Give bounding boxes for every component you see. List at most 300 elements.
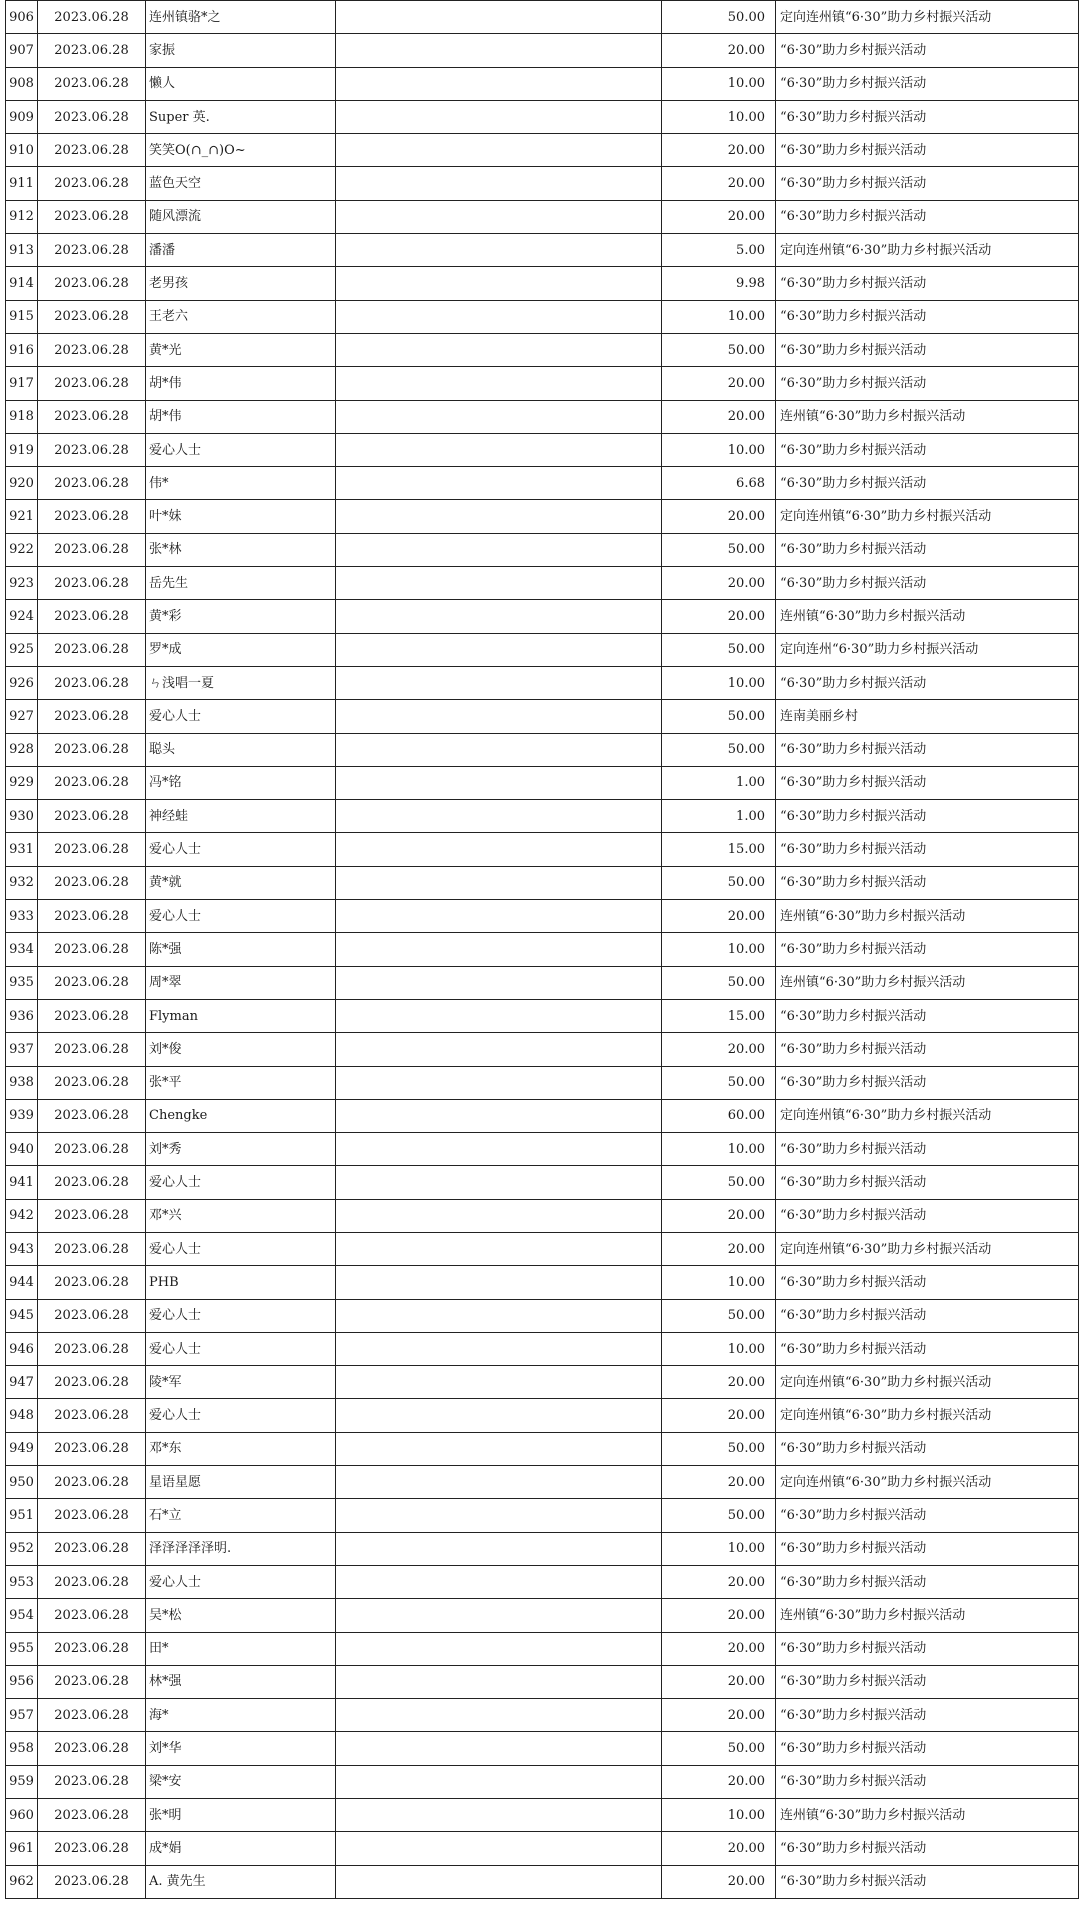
donation-purpose: “6·30”助力乡村振兴活动 xyxy=(776,533,1079,566)
table-row xyxy=(6,333,1079,366)
donor-name: 陵*军 xyxy=(146,1366,336,1399)
donor-name: 胡*伟 xyxy=(146,400,336,433)
donor-name: 聪头 xyxy=(146,733,336,766)
donation-amount: 20.00 xyxy=(662,1599,776,1632)
table-row xyxy=(6,1532,1079,1565)
donor-name: 张*明 xyxy=(146,1799,336,1832)
donation-date: 2023.06.28 xyxy=(38,1166,146,1199)
row-number: 921 xyxy=(6,500,38,533)
blank-cell xyxy=(336,600,662,633)
donor-name: 爱心人士 xyxy=(146,1399,336,1432)
row-number: 943 xyxy=(6,1232,38,1265)
donation-purpose: “6·30”助力乡村振兴活动 xyxy=(776,800,1079,833)
donation-date: 2023.06.28 xyxy=(38,1366,146,1399)
donation-amount: 20.00 xyxy=(662,1466,776,1499)
donation-purpose: “6·30”助力乡村振兴活动 xyxy=(776,1699,1079,1732)
blank-cell xyxy=(336,1432,662,1465)
blank-cell xyxy=(336,134,662,167)
donation-amount: 10.00 xyxy=(662,666,776,699)
table-row xyxy=(6,633,1079,666)
donation-purpose: “6·30”助力乡村振兴活动 xyxy=(776,1832,1079,1865)
donation-amount: 20.00 xyxy=(662,1033,776,1066)
donation-date: 2023.06.28 xyxy=(38,1865,146,1898)
table-row xyxy=(6,67,1079,100)
donation-purpose: “6·30”助力乡村振兴活动 xyxy=(776,1565,1079,1598)
donation-amount: 10.00 xyxy=(662,300,776,333)
donor-name: Chengke xyxy=(146,1099,336,1132)
donation-purpose: “6·30”助力乡村振兴活动 xyxy=(776,1732,1079,1765)
donation-amount: 20.00 xyxy=(662,1832,776,1865)
donation-date: 2023.06.28 xyxy=(38,966,146,999)
table-row xyxy=(6,34,1079,67)
blank-cell xyxy=(336,1832,662,1865)
blank-cell xyxy=(336,1565,662,1598)
donor-name: 爱心人士 xyxy=(146,433,336,466)
blank-cell xyxy=(336,333,662,366)
donation-date: 2023.06.28 xyxy=(38,300,146,333)
ledger-body xyxy=(6,1,1079,1899)
blank-cell xyxy=(336,1699,662,1732)
donation-date: 2023.06.28 xyxy=(38,1,146,34)
donation-date: 2023.06.28 xyxy=(38,67,146,100)
donor-name: 梁*安 xyxy=(146,1765,336,1798)
donation-purpose: “6·30”助力乡村振兴活动 xyxy=(776,1066,1079,1099)
table-row xyxy=(6,866,1079,899)
row-number: 959 xyxy=(6,1765,38,1798)
donor-name: 爱心人士 xyxy=(146,1299,336,1332)
donation-purpose: 连州镇“6·30”助力乡村振兴活动 xyxy=(776,966,1079,999)
donation-amount: 50.00 xyxy=(662,866,776,899)
donation-date: 2023.06.28 xyxy=(38,1466,146,1499)
table-row xyxy=(6,900,1079,933)
table-row xyxy=(6,1066,1079,1099)
donor-name: 罗*成 xyxy=(146,633,336,666)
table-row xyxy=(6,1565,1079,1598)
row-number: 960 xyxy=(6,1799,38,1832)
donor-name: 邓*东 xyxy=(146,1432,336,1465)
donor-name: 刘*俊 xyxy=(146,1033,336,1066)
table-row xyxy=(6,467,1079,500)
row-number: 938 xyxy=(6,1066,38,1099)
donation-purpose: 连南美丽乡村 xyxy=(776,700,1079,733)
donation-date: 2023.06.28 xyxy=(38,666,146,699)
blank-cell xyxy=(336,300,662,333)
donation-amount: 10.00 xyxy=(662,67,776,100)
donor-name: 爱心人士 xyxy=(146,900,336,933)
row-number: 928 xyxy=(6,733,38,766)
table-row xyxy=(6,1499,1079,1532)
row-number: 917 xyxy=(6,367,38,400)
donation-purpose: “6·30”助力乡村振兴活动 xyxy=(776,999,1079,1032)
donation-amount: 20.00 xyxy=(662,1199,776,1232)
donation-amount: 15.00 xyxy=(662,999,776,1032)
table-row xyxy=(6,367,1079,400)
row-number: 957 xyxy=(6,1699,38,1732)
blank-cell xyxy=(336,1199,662,1232)
donor-name: 爱心人士 xyxy=(146,1565,336,1598)
donation-purpose: “6·30”助力乡村振兴活动 xyxy=(776,1199,1079,1232)
row-number: 922 xyxy=(6,533,38,566)
row-number: 924 xyxy=(6,600,38,633)
donation-amount: 50.00 xyxy=(662,1299,776,1332)
donation-date: 2023.06.28 xyxy=(38,1765,146,1798)
donation-amount: 20.00 xyxy=(662,367,776,400)
donation-purpose: “6·30”助力乡村振兴活动 xyxy=(776,1332,1079,1365)
donation-amount: 15.00 xyxy=(662,833,776,866)
table-row xyxy=(6,800,1079,833)
donation-date: 2023.06.28 xyxy=(38,167,146,200)
donor-name: 胡*伟 xyxy=(146,367,336,400)
donation-date: 2023.06.28 xyxy=(38,400,146,433)
blank-cell xyxy=(336,1099,662,1132)
donation-date: 2023.06.28 xyxy=(38,600,146,633)
table-row xyxy=(6,933,1079,966)
donation-purpose: “6·30”助力乡村振兴活动 xyxy=(776,1133,1079,1166)
donation-purpose: 定向连州镇“6·30”助力乡村振兴活动 xyxy=(776,1099,1079,1132)
donation-purpose: 定向连州镇“6·30”助力乡村振兴活动 xyxy=(776,500,1079,533)
donation-date: 2023.06.28 xyxy=(38,200,146,233)
donation-amount: 10.00 xyxy=(662,1332,776,1365)
table-row xyxy=(6,1799,1079,1832)
table-row xyxy=(6,500,1079,533)
donation-ledger-table xyxy=(5,0,1079,1899)
blank-cell xyxy=(336,1599,662,1632)
table-row xyxy=(6,267,1079,300)
row-number: 918 xyxy=(6,400,38,433)
donor-name: 爱心人士 xyxy=(146,1166,336,1199)
row-number: 961 xyxy=(6,1832,38,1865)
blank-cell xyxy=(336,67,662,100)
donation-date: 2023.06.28 xyxy=(38,633,146,666)
row-number: 950 xyxy=(6,1466,38,1499)
blank-cell xyxy=(336,966,662,999)
donation-purpose: “6·30”助力乡村振兴活动 xyxy=(776,333,1079,366)
donation-purpose: “6·30”助力乡村振兴活动 xyxy=(776,267,1079,300)
blank-cell xyxy=(336,1865,662,1898)
donation-date: 2023.06.28 xyxy=(38,1699,146,1732)
donor-name: 笑笑O(∩_∩)O~ xyxy=(146,134,336,167)
row-number: 940 xyxy=(6,1133,38,1166)
donor-name: 懒人 xyxy=(146,67,336,100)
donation-date: 2023.06.28 xyxy=(38,1599,146,1632)
donor-name: 爱心人士 xyxy=(146,1332,336,1365)
donation-amount: 20.00 xyxy=(662,567,776,600)
donor-name: 潘潘 xyxy=(146,234,336,267)
blank-cell xyxy=(336,1232,662,1265)
blank-cell xyxy=(336,1499,662,1532)
blank-cell xyxy=(336,1033,662,1066)
donation-purpose: “6·30”助力乡村振兴活动 xyxy=(776,567,1079,600)
row-number: 939 xyxy=(6,1099,38,1132)
donation-amount: 10.00 xyxy=(662,100,776,133)
donation-amount: 20.00 xyxy=(662,500,776,533)
row-number: 916 xyxy=(6,333,38,366)
donation-purpose: “6·30”助力乡村振兴活动 xyxy=(776,666,1079,699)
donor-name: 岳先生 xyxy=(146,567,336,600)
donor-name: 邓*兴 xyxy=(146,1199,336,1232)
donation-amount: 50.00 xyxy=(662,533,776,566)
donation-date: 2023.06.28 xyxy=(38,1232,146,1265)
blank-cell xyxy=(336,1266,662,1299)
row-number: 951 xyxy=(6,1499,38,1532)
donation-date: 2023.06.28 xyxy=(38,1732,146,1765)
donation-amount: 20.00 xyxy=(662,400,776,433)
blank-cell xyxy=(336,1799,662,1832)
donation-purpose: 连州镇“6·30”助力乡村振兴活动 xyxy=(776,600,1079,633)
donation-amount: 50.00 xyxy=(662,700,776,733)
donation-amount: 20.00 xyxy=(662,1699,776,1732)
donation-purpose: “6·30”助力乡村振兴活动 xyxy=(776,300,1079,333)
donation-date: 2023.06.28 xyxy=(38,500,146,533)
donor-name: 陈*强 xyxy=(146,933,336,966)
blank-cell xyxy=(336,1532,662,1565)
donor-name: 泽泽泽泽泽明. xyxy=(146,1532,336,1565)
donor-name: 王老六 xyxy=(146,300,336,333)
donor-name: 随风漂流 xyxy=(146,200,336,233)
blank-cell xyxy=(336,467,662,500)
table-row xyxy=(6,1099,1079,1132)
donation-date: 2023.06.28 xyxy=(38,433,146,466)
table-row xyxy=(6,999,1079,1032)
donation-amount: 20.00 xyxy=(662,34,776,67)
donation-purpose: “6·30”助力乡村振兴活动 xyxy=(776,1665,1079,1698)
donation-amount: 10.00 xyxy=(662,1133,776,1166)
row-number: 911 xyxy=(6,167,38,200)
donation-amount: 50.00 xyxy=(662,1166,776,1199)
blank-cell xyxy=(336,1466,662,1499)
table-row xyxy=(6,1166,1079,1199)
donation-purpose: “6·30”助力乡村振兴活动 xyxy=(776,766,1079,799)
donor-name: 吴*松 xyxy=(146,1599,336,1632)
donation-amount: 10.00 xyxy=(662,1799,776,1832)
row-number: 915 xyxy=(6,300,38,333)
donation-purpose: 定向连州镇“6·30”助力乡村振兴活动 xyxy=(776,1,1079,34)
row-number: 942 xyxy=(6,1199,38,1232)
blank-cell xyxy=(336,1665,662,1698)
donation-amount: 50.00 xyxy=(662,1,776,34)
blank-cell xyxy=(336,533,662,566)
donation-purpose: 定向连州镇“6·30”助力乡村振兴活动 xyxy=(776,234,1079,267)
table-row xyxy=(6,1133,1079,1166)
donation-amount: 20.00 xyxy=(662,1632,776,1665)
row-number: 945 xyxy=(6,1299,38,1332)
donation-purpose: 定向连州镇“6·30”助力乡村振兴活动 xyxy=(776,1399,1079,1432)
donor-name: 林*强 xyxy=(146,1665,336,1698)
row-number: 912 xyxy=(6,200,38,233)
donation-purpose: 定向连州镇“6·30”助力乡村振兴活动 xyxy=(776,1366,1079,1399)
donor-name: 老男孩 xyxy=(146,267,336,300)
row-number: 913 xyxy=(6,234,38,267)
donation-amount: 20.00 xyxy=(662,1232,776,1265)
donor-name: 田* xyxy=(146,1632,336,1665)
donation-date: 2023.06.28 xyxy=(38,1066,146,1099)
donation-amount: 10.00 xyxy=(662,433,776,466)
table-row xyxy=(6,400,1079,433)
blank-cell xyxy=(336,1299,662,1332)
blank-cell xyxy=(336,1366,662,1399)
table-row xyxy=(6,1232,1079,1265)
donor-name: 蓝色天空 xyxy=(146,167,336,200)
donation-amount: 20.00 xyxy=(662,200,776,233)
donation-date: 2023.06.28 xyxy=(38,1299,146,1332)
table-row xyxy=(6,533,1079,566)
donor-name: 成*娟 xyxy=(146,1832,336,1865)
row-number: 947 xyxy=(6,1366,38,1399)
row-number: 932 xyxy=(6,866,38,899)
donation-date: 2023.06.28 xyxy=(38,700,146,733)
donation-amount: 10.00 xyxy=(662,1266,776,1299)
donation-purpose: “6·30”助力乡村振兴活动 xyxy=(776,733,1079,766)
donation-amount: 9.98 xyxy=(662,267,776,300)
row-number: 958 xyxy=(6,1732,38,1765)
blank-cell xyxy=(336,167,662,200)
donation-date: 2023.06.28 xyxy=(38,1133,146,1166)
row-number: 954 xyxy=(6,1599,38,1632)
donation-date: 2023.06.28 xyxy=(38,1332,146,1365)
donor-name: 张*林 xyxy=(146,533,336,566)
blank-cell xyxy=(336,1066,662,1099)
donation-date: 2023.06.28 xyxy=(38,567,146,600)
table-row xyxy=(6,1865,1079,1898)
donor-name: 黄*就 xyxy=(146,866,336,899)
row-number: 919 xyxy=(6,433,38,466)
donation-date: 2023.06.28 xyxy=(38,1532,146,1565)
donation-date: 2023.06.28 xyxy=(38,100,146,133)
donation-amount: 50.00 xyxy=(662,633,776,666)
donation-date: 2023.06.28 xyxy=(38,1199,146,1232)
donor-name: 张*平 xyxy=(146,1066,336,1099)
row-number: 948 xyxy=(6,1399,38,1432)
row-number: 926 xyxy=(6,666,38,699)
donation-amount: 10.00 xyxy=(662,1532,776,1565)
table-row xyxy=(6,1399,1079,1432)
table-row xyxy=(6,700,1079,733)
blank-cell xyxy=(336,800,662,833)
blank-cell xyxy=(336,833,662,866)
donation-amount: 1.00 xyxy=(662,766,776,799)
donation-purpose: “6·30”助力乡村振兴活动 xyxy=(776,1166,1079,1199)
row-number: 930 xyxy=(6,800,38,833)
table-row xyxy=(6,433,1079,466)
donation-purpose: 连州镇“6·30”助力乡村振兴活动 xyxy=(776,900,1079,933)
donation-purpose: “6·30”助力乡村振兴活动 xyxy=(776,833,1079,866)
donor-name: PHB xyxy=(146,1266,336,1299)
donation-date: 2023.06.28 xyxy=(38,1499,146,1532)
donor-name: 刘*华 xyxy=(146,1732,336,1765)
table-row xyxy=(6,200,1079,233)
donation-amount: 20.00 xyxy=(662,900,776,933)
blank-cell xyxy=(336,34,662,67)
blank-cell xyxy=(336,1332,662,1365)
blank-cell xyxy=(336,234,662,267)
donation-purpose: “6·30”助力乡村振兴活动 xyxy=(776,1499,1079,1532)
donation-date: 2023.06.28 xyxy=(38,933,146,966)
donor-name: 爱心人士 xyxy=(146,700,336,733)
blank-cell xyxy=(336,567,662,600)
blank-cell xyxy=(336,999,662,1032)
donation-amount: 50.00 xyxy=(662,966,776,999)
donation-purpose: “6·30”助力乡村振兴活动 xyxy=(776,34,1079,67)
table-row xyxy=(6,1665,1079,1698)
donor-name: 家振 xyxy=(146,34,336,67)
row-number: 953 xyxy=(6,1565,38,1598)
blank-cell xyxy=(336,433,662,466)
donation-date: 2023.06.28 xyxy=(38,533,146,566)
blank-cell xyxy=(336,900,662,933)
blank-cell xyxy=(336,700,662,733)
row-number: 955 xyxy=(6,1632,38,1665)
donation-purpose: “6·30”助力乡村振兴活动 xyxy=(776,433,1079,466)
donation-purpose: 连州镇“6·30”助力乡村振兴活动 xyxy=(776,400,1079,433)
donation-amount: 20.00 xyxy=(662,1366,776,1399)
table-row xyxy=(6,234,1079,267)
donation-date: 2023.06.28 xyxy=(38,800,146,833)
donation-purpose: “6·30”助力乡村振兴活动 xyxy=(776,933,1079,966)
table-row xyxy=(6,1,1079,34)
donor-name: 周*翠 xyxy=(146,966,336,999)
donation-purpose: 连州镇“6·30”助力乡村振兴活动 xyxy=(776,1799,1079,1832)
table-row xyxy=(6,1199,1079,1232)
table-row xyxy=(6,1266,1079,1299)
donation-date: 2023.06.28 xyxy=(38,267,146,300)
donation-purpose: “6·30”助力乡村振兴活动 xyxy=(776,1632,1079,1665)
blank-cell xyxy=(336,666,662,699)
table-row xyxy=(6,1832,1079,1865)
donation-date: 2023.06.28 xyxy=(38,1099,146,1132)
donation-amount: 20.00 xyxy=(662,1865,776,1898)
blank-cell xyxy=(336,1,662,34)
table-row xyxy=(6,1432,1079,1465)
row-number: 909 xyxy=(6,100,38,133)
blank-cell xyxy=(336,100,662,133)
row-number: 952 xyxy=(6,1532,38,1565)
blank-cell xyxy=(336,267,662,300)
table-row xyxy=(6,100,1079,133)
donation-amount: 50.00 xyxy=(662,1066,776,1099)
row-number: 925 xyxy=(6,633,38,666)
blank-cell xyxy=(336,1133,662,1166)
donation-date: 2023.06.28 xyxy=(38,733,146,766)
row-number: 906 xyxy=(6,1,38,34)
table-row xyxy=(6,134,1079,167)
blank-cell xyxy=(336,1399,662,1432)
donation-amount: 20.00 xyxy=(662,600,776,633)
table-row xyxy=(6,167,1079,200)
donor-name: 伟* xyxy=(146,467,336,500)
row-number: 931 xyxy=(6,833,38,866)
donation-date: 2023.06.28 xyxy=(38,234,146,267)
donation-purpose: “6·30”助力乡村振兴活动 xyxy=(776,1299,1079,1332)
donation-date: 2023.06.28 xyxy=(38,766,146,799)
donation-purpose: “6·30”助力乡村振兴活动 xyxy=(776,1266,1079,1299)
donation-date: 2023.06.28 xyxy=(38,1399,146,1432)
row-number: 936 xyxy=(6,999,38,1032)
donation-purpose: “6·30”助力乡村振兴活动 xyxy=(776,134,1079,167)
donation-purpose: “6·30”助力乡村振兴活动 xyxy=(776,467,1079,500)
donation-purpose: “6·30”助力乡村振兴活动 xyxy=(776,1432,1079,1465)
donation-amount: 50.00 xyxy=(662,1432,776,1465)
donation-amount: 50.00 xyxy=(662,1499,776,1532)
donation-date: 2023.06.28 xyxy=(38,333,146,366)
blank-cell xyxy=(336,1732,662,1765)
donation-date: 2023.06.28 xyxy=(38,34,146,67)
table-row xyxy=(6,1466,1079,1499)
donation-date: 2023.06.28 xyxy=(38,367,146,400)
blank-cell xyxy=(336,766,662,799)
donation-date: 2023.06.28 xyxy=(38,1565,146,1598)
donor-name: 叶*妹 xyxy=(146,500,336,533)
donor-name: 星语星愿 xyxy=(146,1466,336,1499)
